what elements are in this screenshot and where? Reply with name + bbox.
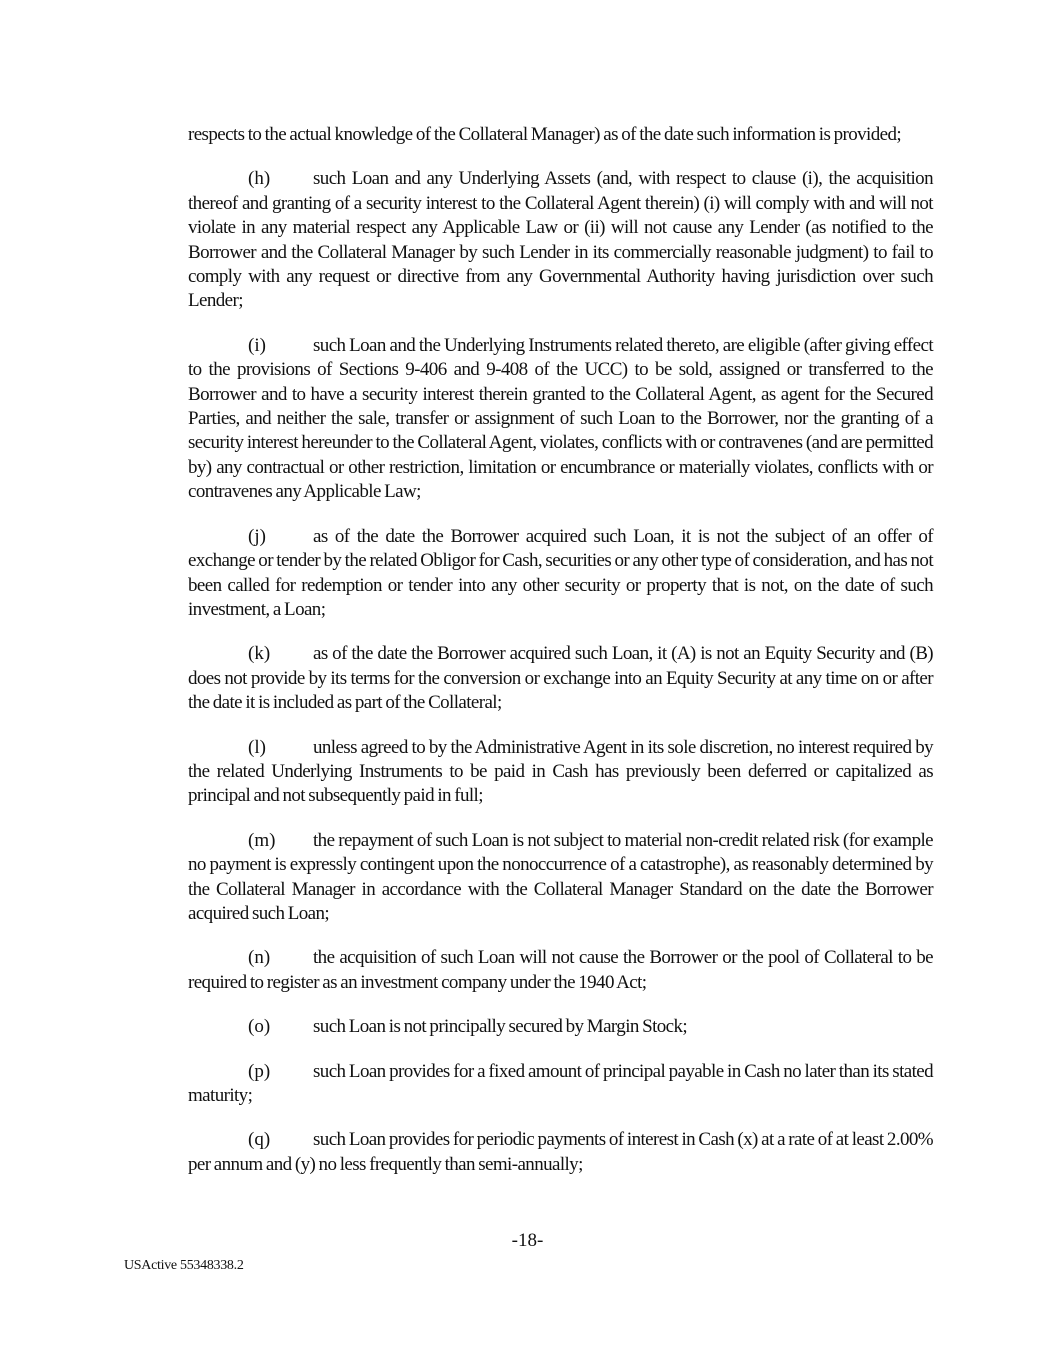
clause-text: such Loan and the Underlying Instruments related thereto, are eligible (after giving effect to the provisions of Sections 9-406 and 9-408 of the UCC) to be sold, assigned or transferred to the Borrower and to have a security interest therein granted to the Collateral Agent, as agent for the Secured Parties, and neither the sale, transfer or assignment of such Loan to the Borrower, nor the granting of a security interest hereunder to the Collateral Agent, violates, conflicts with or contravenes (and are permitted by) any contractual or other restriction, limitation or encumbrance or materially violates, conflicts with or contravenes any Applicable Law; [188,334,933,503]
clause-text: such Loan is not principally secured by Margin Stock; [313,1016,688,1038]
clause-text: as of the date the Borrower acquired such Loan, it is not the subject of an offer of exchange or tender by the related Obligor for Cash, securities or any other type of consideration, and has not been called for redemption or tender into any other security or property that is not, on the date of such investment, a Loan; [188,525,933,620]
clause-text: such Loan and any Underlying Assets (and, with respect to clause (i), the acquisition thereof and granting of a security interest to the Collateral Agent therein) (i) will comply with and will not violate in any material respect any Applicable Law or (ii) will not cause any Lender (as notified to the Borrower and the Collateral Manager by such Lender in its commercially reasonable judgment) to fail to comply with any request or directive from any Governmental Authority having jurisdiction over such Lender; [188,168,933,312]
clause-i [188,334,933,505]
clause-text: as of the date the Borrower acquired such Loan, it (A) is not an Equity Security and (B) does not provide by its terms for the conversion or exchange into an Equity Security at any time on or after the date it is included as part of the Collateral; [188,643,933,714]
clause-label: (q) [248,1129,271,1151]
clause-m [188,829,933,927]
clause-label: (k) [248,643,271,665]
clause-text: the repayment of such Loan is not subject to material non-credit related risk (for example no payment is expressly contingent upon the nonoccurrence of a catastrophe), as reasonably determined by the Collateral Manager in accordance with the Collateral Manager Standard on the date the Borrower acquired such Loan; [188,829,933,924]
page-number: -18- [511,1230,544,1252]
clause-label: (i) [248,334,266,356]
clause-label: (j) [248,525,266,547]
clause-label: (p) [248,1060,271,1082]
clause-l [188,736,933,809]
clause-label: (n) [248,947,271,969]
paragraph-text: respects to the actual knowledge of the Collateral Manager) as of the date such information is provided; [188,124,902,145]
clause-h [188,167,933,313]
clause-label: (m) [248,829,276,851]
clause-text: such Loan provides for periodic payments of interest in Cash (x) at a rate of at least 2.00% per annum and (y) no less frequently than semi-annually; [188,1129,933,1175]
document-body [188,0,933,1177]
clause-q [188,1128,933,1177]
clause-text: the acquisition of such Loan will not cause the Borrower or the pool of Collateral to be required to register as an investment company under the 1940 Act; [188,947,933,993]
clause-label: (l) [248,736,266,758]
clause-j [188,525,933,623]
clause-text: such Loan provides for a fixed amount of principal payable in Cash no later than its stated maturity; [188,1060,933,1106]
clause-p [188,1060,933,1109]
paragraph-continuation [188,123,933,147]
clause-k [188,642,933,715]
clause-text: unless agreed to by the Administrative Agent in its sole discretion, no interest required by the related Underlying Instruments to be paid in Cash has previously been deferred or capitalized as principal and not subsequently paid in full; [188,736,933,807]
clause-n [188,946,933,995]
clause-o [188,1015,933,1039]
clause-label: (h) [248,168,271,190]
document-id-footer: USActive 55348338.2 [124,1258,244,1274]
clause-label: (o) [248,1016,271,1038]
